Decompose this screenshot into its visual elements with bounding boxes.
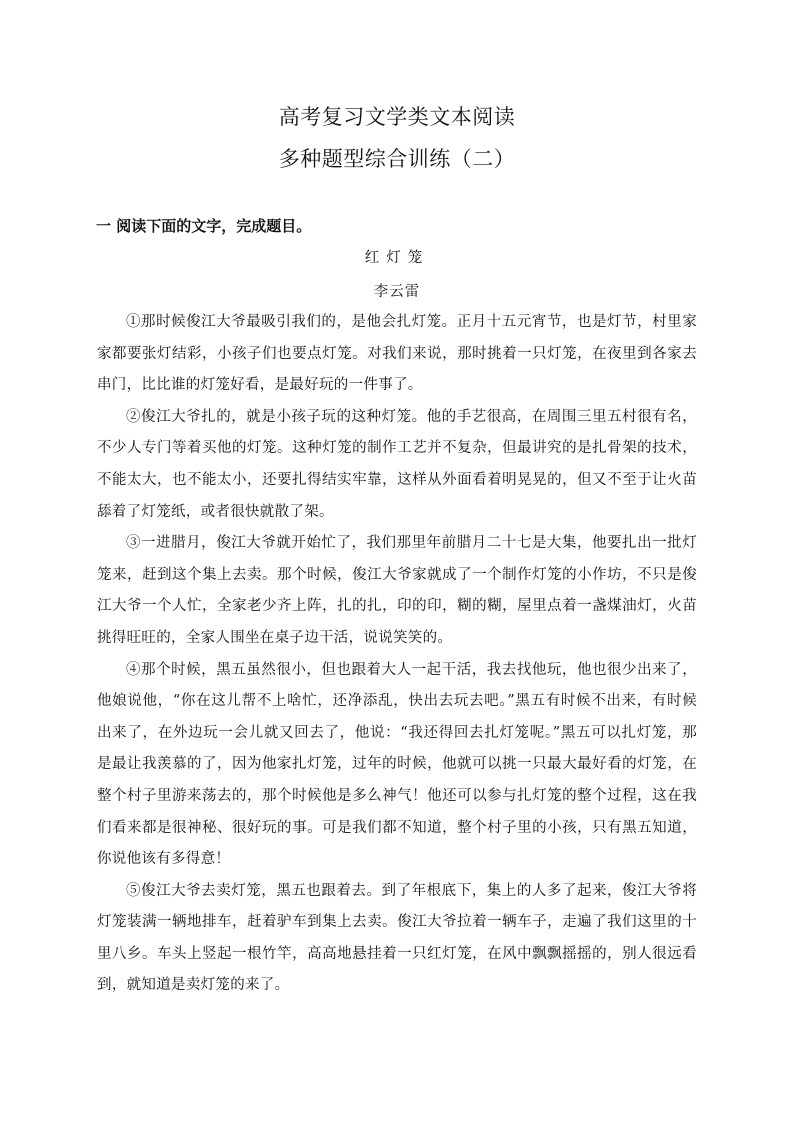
section-heading: 一 阅读下面的文字，完成题目。 (96, 217, 312, 235)
story-title: 红灯笼 (364, 250, 430, 266)
document-title: 高考复习文学类文本阅读 (278, 105, 516, 129)
story-paragraph-5: ⑤俊江大爷去卖灯笼，黑五也跟着去。到了年根底下，集上的人多了起来，俊江大爷将灯笼装满一辆地排车，赶着驴车到集上去卖。俊江大爷拉着一辆车子，走遍了我们这里的十里八乡。车头上竖起一根竹竿，高高地悬挂着一只红灯笼，在风中飘飘摇摇的，别人很远看到，就知道是卖灯笼的来了。 (97, 882, 697, 994)
document-subtitle: 多种题型综合训练（二） (278, 147, 516, 171)
story-paragraph-1: ①那时候俊江大爷最吸引我们的，是他会扎灯笼。正月十五元宵节，也是灯节，村里家家都要张灯结彩，小孩子们也要点灯笼。对我们来说，那时挑着一只灯笼，在夜里到各家去串门，比比谁的灯笼好看，是最好玩的一件事了。 (97, 314, 697, 394)
story-paragraph-3: ③一进腊月，俊江大爷就开始忙了，我们那里年前腊月二十七是大集，他要扎出一批灯笼来，赶到这个集上去卖。那个时候，俊江大爷家就成了一个制作灯笼的小作坊，不只是俊江大爷一个人忙，全家老少齐上阵，扎的扎，印的印，糊的糊，屋里点着一盏煤油灯，火苗挑得旺旺的，全家人围坐在桌子边干活，说说笑笑的。 (97, 535, 697, 646)
story-paragraph-2: ②俊江大爷扎的，就是小孩子玩的这种灯笼。他的手艺很高，在周围三里五村很有名，不少人专门等着买他的灯笼。这种灯笼的制作工艺并不复杂，但最讲究的是扎骨架的技术，不能太大，也不能太小，还要扎得结实牢靠，这样从外面看着明晃晃的，但又不至于让火苗舔着了灯笼纸，或者很快就散了架。 (97, 408, 697, 520)
story-author: 李云雷 (373, 284, 421, 300)
story-body (97, 307, 697, 1002)
story-paragraph-4: ④那个时候，黑五虽然很小，但也跟着大人一起干活，我去找他玩，他也很少出来了，他娘说他，“你在这儿帮不上啥忙，还净添乱，快出去玩去吧。”黑五有时候不出来，有时候出来了，在外边玩一会儿就又回去了，他说：“我还得回去扎灯笼呢。”黑五可以扎灯笼，那是最让我羡慕的了，因为他家扎灯笼，过年的时候，他就可以挑一只最大最好看的灯笼，在整个村子里游来荡去的，那个时候他是多么神气！他还可以参与扎灯笼的整个过程，这在我们看来都是很神秘、很好玩的事。可是我们都不知道，整个村子里的小孩，只有黑五知道，你说他该有多得意！ (97, 661, 697, 868)
